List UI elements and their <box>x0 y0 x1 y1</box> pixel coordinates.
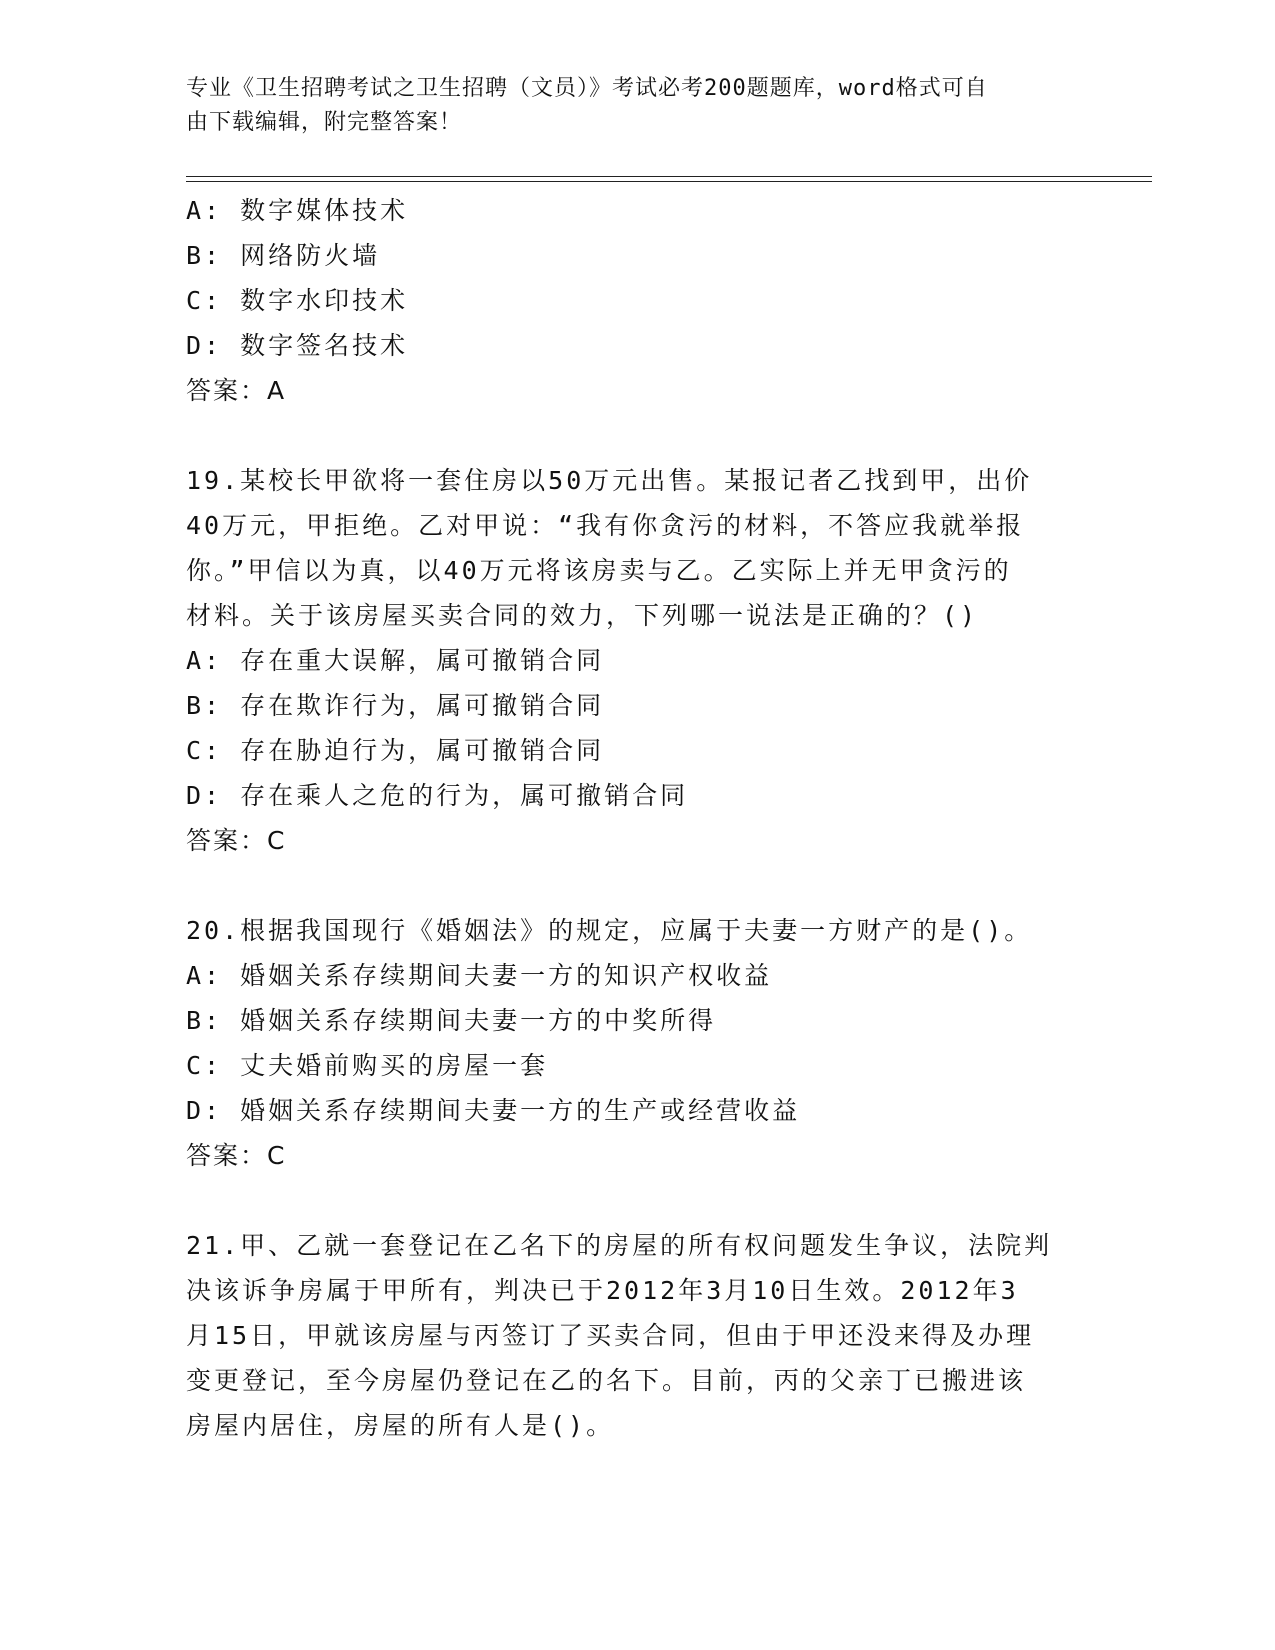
answer-line: 答案：C <box>186 1141 287 1170</box>
spacer <box>186 413 1086 458</box>
question-19-text-line: 19.某校长甲欲将一套住房以50万元出售。某报记者乙找到甲，出价 <box>186 466 1033 495</box>
question-19-text-line: 你。”甲信以为真，以40万元将该房卖与乙。乙实际上并无甲贪污的 <box>186 556 1012 585</box>
answer-line: 答案：A <box>186 376 287 405</box>
question-18-block <box>186 188 1086 413</box>
option-c: C: 数字水印技术 <box>186 286 409 315</box>
document-body <box>186 188 1086 1448</box>
option-b: B: 网络防火墙 <box>186 241 381 270</box>
question-21-text-line: 决该诉争房属于甲所有，判决已于2012年3月10日生效。2012年3 <box>186 1276 1019 1305</box>
header-line-2: 由下载编辑，附完整答案！ <box>186 110 463 135</box>
question-21-text-line: 月15日，甲就该房屋与丙签订了买卖合同，但由于甲还没来得及办理 <box>186 1321 1035 1350</box>
spacer <box>186 863 1086 908</box>
header-line-1: 专业《卫生招聘考试之卫生招聘（文员）》考试必考200题题库，word格式可自 <box>186 76 988 101</box>
header-rule-top <box>186 176 1152 177</box>
option-a: A: 数字媒体技术 <box>186 196 409 225</box>
answer-line: 答案：C <box>186 826 287 855</box>
option-a: A: 婚姻关系存续期间夫妻一方的知识产权收益 <box>186 961 773 990</box>
question-21-text-line: 房屋内居住，房屋的所有人是()。 <box>186 1411 615 1440</box>
option-d: D: 婚姻关系存续期间夫妻一方的生产或经营收益 <box>186 1096 801 1125</box>
question-20-block <box>186 908 1086 1178</box>
document-header <box>186 72 1086 140</box>
header-rule-bottom <box>186 181 1152 182</box>
option-a: A: 存在重大误解，属可撤销合同 <box>186 646 605 675</box>
question-19-text-line: 40万元，甲拒绝。乙对甲说：“我有你贪污的材料，不答应我就举报 <box>186 511 1025 540</box>
option-d: D: 存在乘人之危的行为，属可撤销合同 <box>186 781 689 810</box>
option-b: B: 存在欺诈行为，属可撤销合同 <box>186 691 605 720</box>
question-19-block <box>186 458 1086 863</box>
question-19-text-line: 材料。关于该房屋买卖合同的效力，下列哪一说法是正确的？() <box>186 601 979 630</box>
question-21-text-line: 变更登记，至今房屋仍登记在乙的名下。目前，丙的父亲丁已搬进该 <box>186 1366 1027 1395</box>
spacer <box>186 1178 1086 1223</box>
question-20-text-line: 20.根据我国现行《婚姻法》的规定，应属于夫妻一方财产的是()。 <box>186 916 1033 945</box>
question-21-text-line: 21.甲、乙就一套登记在乙名下的房屋的所有权问题发生争议，法院判 <box>186 1231 1053 1260</box>
option-d: D: 数字签名技术 <box>186 331 409 360</box>
option-b: B: 婚姻关系存续期间夫妻一方的中奖所得 <box>186 1006 717 1035</box>
option-c: C: 存在胁迫行为，属可撤销合同 <box>186 736 605 765</box>
question-21-block <box>186 1223 1086 1448</box>
option-c: C: 丈夫婚前购买的房屋一套 <box>186 1051 549 1080</box>
